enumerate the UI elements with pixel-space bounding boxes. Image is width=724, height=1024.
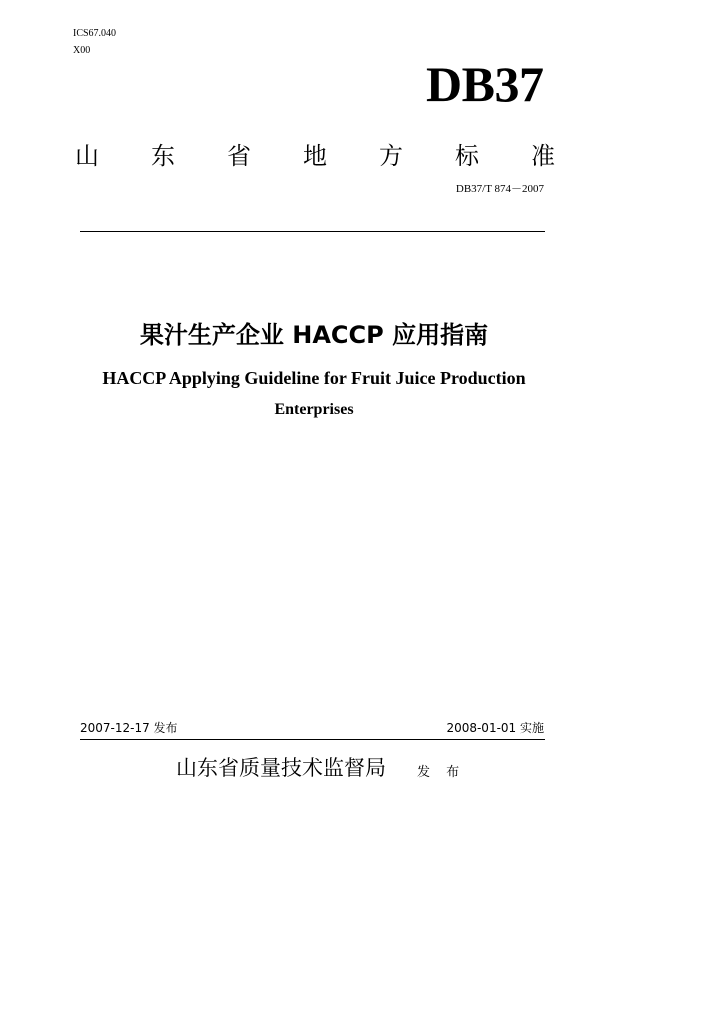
standard-type bbox=[75, 140, 555, 172]
top-divider bbox=[80, 231, 545, 232]
standard-number: DB37/T 874－2007 bbox=[455, 183, 544, 195]
implementation-date: 2008-01-01 实施 bbox=[446, 721, 544, 735]
standard-type-char: 山 bbox=[75, 142, 99, 170]
standard-type-char: 准 bbox=[531, 142, 555, 170]
classification-code: X00 bbox=[73, 45, 91, 56]
title-chinese: 果汁生产企业 HACCP 应用指南 bbox=[139, 321, 489, 349]
standard-type-char: 东 bbox=[151, 142, 175, 170]
standard-type-char: 方 bbox=[379, 142, 403, 170]
title-english-line2: Enterprises bbox=[274, 401, 354, 418]
ics-code: ICS67.040 bbox=[73, 28, 117, 39]
title-english-line1: HACCP Applying Guideline for Fruit Juice Production bbox=[102, 368, 526, 388]
standard-code-big: DB37 bbox=[426, 56, 544, 112]
issuer-name: 山东省质量技术监督局 bbox=[176, 756, 386, 780]
bottom-divider bbox=[80, 739, 545, 740]
issuer-suffix: 发 布 bbox=[417, 765, 466, 780]
standard-type-char: 地 bbox=[303, 142, 327, 170]
standard-type-char: 省 bbox=[227, 142, 251, 170]
standard-type-char: 标 bbox=[455, 142, 479, 170]
issue-date: 2007-12-17 发布 bbox=[80, 721, 178, 735]
